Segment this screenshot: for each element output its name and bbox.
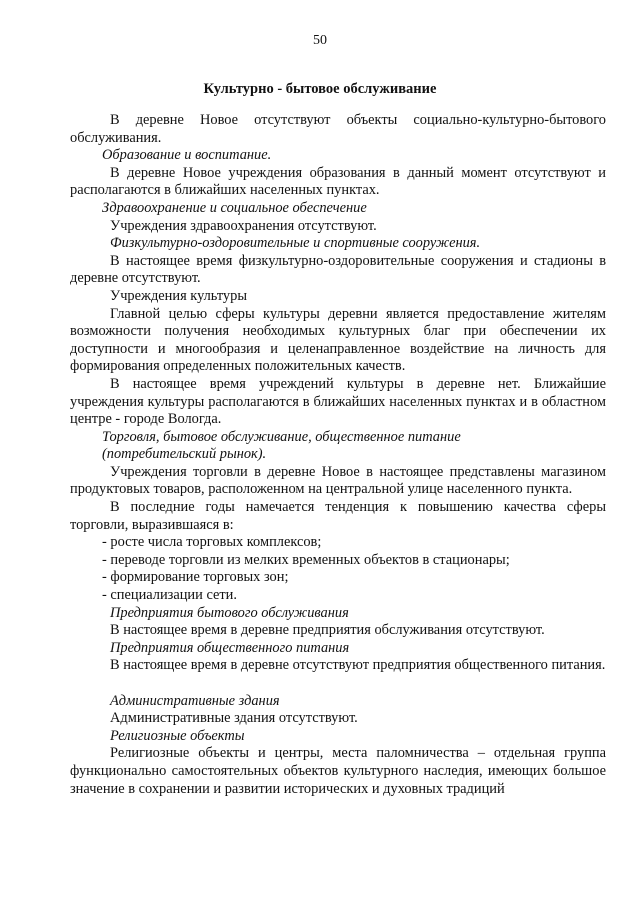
list-item: - росте числа торговых комплексов; <box>102 534 322 551</box>
page-number: 50 <box>313 33 327 48</box>
heading-religion: Религиозные объекты <box>110 727 245 744</box>
paragraph-services: В настоящее время в деревне предприятия обслуживания отсутствуют. <box>110 622 545 639</box>
list-item: - формирование торговых зон; <box>102 569 289 586</box>
paragraph-culture-2: В настоящее время учреждений культуры в деревне нет. Ближайшие учреждения культуры располагаются в ближайших населенных пунктах и в областном центре - городе Вологда. <box>70 375 606 428</box>
paragraph-health: Учреждения здравоохранения отсутствуют. <box>110 217 377 234</box>
paragraph-trade-1: Учреждения торговли в деревне Новое в настоящее представлены магазином продуктовых товаров, расположенном на центральной улице населенного пункта. <box>70 463 606 498</box>
heading-education: Образование и воспитание. <box>102 147 272 164</box>
heading-health: Здравоохранение и социальное обеспечение <box>102 199 367 216</box>
paragraph-religion: Религиозные объекты и центры, места паломничества – отдельная группа функционально самостоятельных объектов культурного наследия, имеющих большое значение в сохранении и развитии исторических и духовных традиций <box>70 745 606 797</box>
paragraph-intro: В деревне Новое отсутствуют объекты социально-культурно-бытового обслуживания. <box>70 112 606 146</box>
paragraph-catering: В настоящее время в деревне отсутствуют предприятия общественного питания. <box>110 657 606 674</box>
heading-sport: Физкультурно-оздоровительные и спортивные сооружения. <box>110 235 481 252</box>
heading-culture: Учреждения культуры <box>110 287 247 304</box>
heading-trade: Торговля, бытовое обслуживание, общественное питание <box>102 428 461 445</box>
paragraph-culture-1: Главной целью сферы культуры деревни является предоставление жителям возможности получения необходимых культурных благ при обеспечении их доступности и многообразия и целенаправленное воздействие на личность для формирования определенных положительных качеств. <box>70 305 606 375</box>
blank-line <box>70 675 606 693</box>
page-title: Культурно - бытовое обслуживание <box>203 81 437 97</box>
heading-trade-sub: (потребительский рынок). <box>102 446 267 463</box>
document-body <box>70 112 606 798</box>
paragraph-trade-2: В последние годы намечается тенденция к повышению качества сферы торговли, выразившаяся в: <box>70 499 606 533</box>
paragraph-education: В деревне Новое учреждения образования в данный момент отсутствуют и располагаются в ближайших населенных пунктах. <box>70 164 606 199</box>
heading-admin: Административные здания <box>110 692 280 709</box>
paragraph-sport: В настоящее время физкультурно-оздоровительные сооружения и стадионы в деревне отсутствуют. <box>70 252 606 287</box>
paragraph-admin: Административные здания отсутствуют. <box>110 710 358 727</box>
list-item: - специализации сети. <box>102 587 237 604</box>
heading-catering: Предприятия общественного питания <box>110 639 350 656</box>
heading-services: Предприятия бытового обслуживания <box>110 604 349 621</box>
list-item: - переводе торговли из мелких временных объектов в стационары; <box>102 551 510 568</box>
